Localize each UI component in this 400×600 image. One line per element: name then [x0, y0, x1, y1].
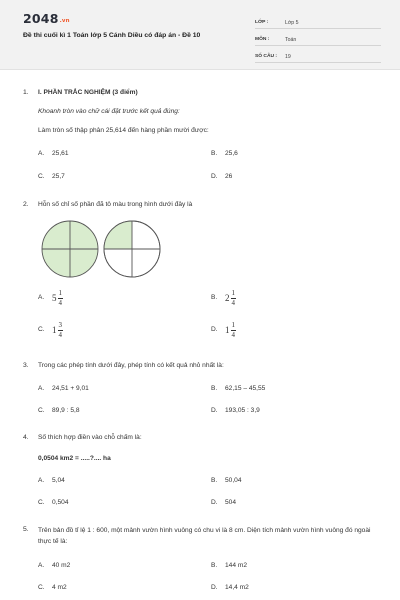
mixed-whole: 5 — [52, 292, 57, 303]
fraction-numerator: 1 — [58, 289, 62, 297]
option-letter: C. — [38, 173, 45, 180]
answer-option-c[interactable] — [38, 173, 65, 181]
page-title: Đề thi cuối kì 1 Toán lớp 5 Cánh Diều có đáp án - Đề 10 — [23, 32, 201, 39]
fraction-denominator: 4 — [231, 331, 235, 339]
answer-option-d[interactable] — [211, 584, 249, 592]
answer-option-b[interactable] — [211, 385, 265, 393]
option-text: 0,504 — [52, 499, 69, 506]
mixed-whole: 2 — [225, 292, 230, 303]
document-header — [0, 0, 400, 70]
option-text: 193,05 : 3,9 — [225, 407, 260, 414]
answer-option-d[interactable] — [211, 322, 236, 339]
option-letter: B. — [211, 385, 218, 392]
meta-panel — [255, 15, 381, 66]
logo-suffix: .vn — [59, 18, 70, 24]
question-header — [23, 201, 383, 209]
mixed-whole: 1 — [225, 324, 230, 335]
answer-option-b[interactable] — [211, 562, 247, 570]
fraction-numerator: 3 — [58, 321, 62, 329]
meta-row-question-count — [255, 49, 381, 63]
option-text: 62,15 – 45,55 — [225, 385, 266, 392]
answer-option-d[interactable] — [211, 407, 260, 415]
question-number: 4. — [23, 434, 29, 441]
question-header — [23, 89, 383, 97]
option-text: 4 m2 — [52, 584, 67, 591]
question-header — [23, 434, 383, 442]
question-text: Trong các phép tính dưới đây, phép tính có kết quả nhỏ nhất là: — [38, 362, 224, 369]
meta-value: Lớp 5 — [285, 19, 299, 26]
option-text: 25,61 — [52, 150, 69, 157]
option-text: 25,6 — [225, 150, 238, 157]
option-letter: D. — [211, 407, 218, 414]
option-letter: C. — [38, 584, 45, 591]
question-instruction: Khoanh tròn vào chữ cái đặt trước kết quả đúng: — [38, 108, 180, 115]
section-heading: I. PHẦN TRẮC NGHIỆM (3 điểm) — [38, 89, 138, 96]
option-text: 89,9 : 5,8 — [52, 407, 80, 414]
question-number: 2. — [23, 201, 29, 208]
answer-option-a[interactable] — [38, 150, 69, 158]
question-prompt: Làm tròn số thập phân 25,614 đến hàng phần mười được: — [38, 127, 209, 134]
option-text: 5,04 — [52, 477, 65, 484]
question-number: 5. — [23, 526, 29, 533]
option-text: 144 m2 — [225, 562, 247, 569]
fraction-circles-figure — [40, 219, 165, 281]
answer-option-b[interactable] — [211, 290, 236, 307]
answer-option-a[interactable] — [38, 477, 65, 485]
answer-option-a[interactable] — [38, 562, 70, 570]
option-text: 25,7 — [52, 173, 65, 180]
option-letter: C. — [38, 499, 45, 506]
option-letter: B. — [211, 562, 218, 569]
mixed-number — [225, 290, 236, 307]
meta-value: Toán — [285, 36, 297, 43]
answer-option-d[interactable] — [211, 173, 232, 181]
site-logo[interactable] — [23, 11, 70, 27]
meta-label: MÔN : — [255, 36, 270, 42]
option-letter: A. — [38, 562, 45, 569]
mixed-number — [52, 322, 63, 339]
circle-fully-shaded — [42, 221, 98, 277]
question-number: 1. — [23, 89, 29, 96]
option-letter: C. — [38, 407, 45, 414]
option-letter: B. — [211, 477, 218, 484]
mixed-whole: 1 — [52, 324, 57, 335]
question-prompt: 0,0504 km2 = .....?.... ha — [38, 455, 111, 462]
option-text: 40 m2 — [52, 562, 71, 569]
answer-option-c[interactable] — [38, 407, 80, 415]
question-text: Trên bản đồ tỉ lệ 1 : 600, một mảnh vườn hình vuông có chu vi là 8 cm. Diện tích mảnh vườn hình vuông đó ngoài thực tế là: — [38, 527, 371, 545]
option-letter: B. — [211, 150, 218, 157]
option-text: 504 — [225, 499, 237, 506]
mixed-number — [225, 322, 236, 339]
question-text: Số thích hợp điền vào chỗ chấm là: — [38, 434, 142, 441]
question-text: Hỗn số chỉ số phần đã tô màu trong hình dưới đây là — [38, 201, 193, 208]
option-letter: D. — [211, 584, 218, 591]
option-letter: C. — [38, 326, 45, 334]
answer-option-c[interactable] — [38, 584, 67, 592]
answer-option-a[interactable] — [38, 385, 89, 393]
meta-label: SỐ CÂU : — [255, 53, 278, 59]
question-header — [23, 526, 383, 547]
option-text: 14,4 m2 — [225, 584, 249, 591]
question-header — [23, 362, 383, 370]
option-letter: D. — [211, 499, 218, 506]
option-letter: A. — [38, 385, 45, 392]
mixed-number — [52, 290, 63, 307]
meta-row-subject — [255, 32, 381, 46]
answer-option-c[interactable] — [38, 499, 69, 507]
answer-option-a[interactable] — [38, 290, 63, 307]
option-letter: D. — [211, 326, 218, 334]
meta-value: 19 — [285, 53, 291, 60]
option-text: 24,51 + 9,01 — [52, 385, 89, 392]
fraction-denominator: 4 — [231, 299, 235, 307]
option-text: 26 — [225, 173, 233, 180]
logo-text: 2048 — [23, 11, 59, 26]
option-letter: B. — [211, 294, 218, 302]
circle-one-quarter-shaded — [104, 221, 160, 277]
answer-option-b[interactable] — [211, 477, 242, 485]
question-number: 3. — [23, 362, 29, 369]
meta-row-class — [255, 15, 381, 29]
fraction-denominator: 4 — [58, 299, 62, 307]
option-letter: A. — [38, 477, 45, 484]
fraction-numerator: 1 — [231, 321, 235, 329]
answer-option-d[interactable] — [211, 499, 236, 507]
option-letter: A. — [38, 150, 45, 157]
answer-option-c[interactable] — [38, 322, 63, 339]
option-letter: D. — [211, 173, 218, 180]
option-text: 50,04 — [225, 477, 242, 484]
fraction-denominator: 4 — [58, 331, 62, 339]
answer-option-b[interactable] — [211, 150, 238, 158]
meta-label: LỚP : — [255, 19, 269, 25]
fraction-numerator: 1 — [231, 289, 235, 297]
option-letter: A. — [38, 294, 45, 302]
